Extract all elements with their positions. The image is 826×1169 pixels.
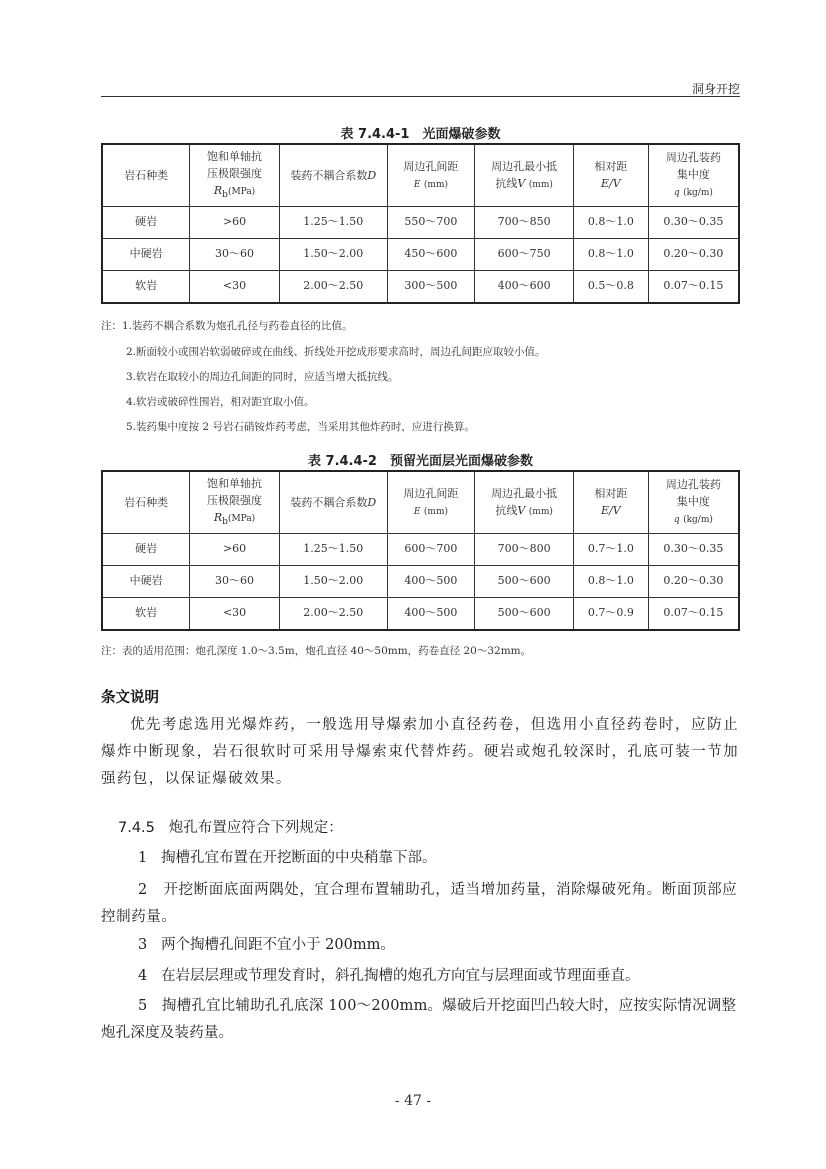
item-text: 在岩层层理或节理发育时，斜孔掏槽的炮孔方向宜与层理面或节理面垂直。 bbox=[161, 968, 640, 984]
unit-mm: (mm) bbox=[423, 179, 448, 190]
item-text: 掏槽孔宜布置在开挖断面的中央稍靠下部。 bbox=[161, 850, 437, 866]
table-row bbox=[102, 206, 739, 238]
header-charge bbox=[648, 471, 739, 533]
table-cell: 300～500 bbox=[387, 270, 475, 303]
table-row bbox=[102, 597, 739, 630]
header-decoupling bbox=[279, 144, 387, 206]
table2-caption: 表 7.4.4-2 预留光面层光面爆破参数 bbox=[308, 454, 533, 469]
header-burden-line1: 周边孔最小抵 bbox=[491, 486, 558, 500]
table-cell: 0.07～0.15 bbox=[648, 270, 739, 303]
header-rule bbox=[101, 96, 740, 97]
table1-note-4: 4.软岩或破碎性围岩，相对距宜取小值。 bbox=[126, 396, 315, 408]
header-strength-line1: 饱和单轴抗 bbox=[207, 476, 263, 490]
item-text: 开挖断面底面两隅处，宜合理布置辅助孔，适当增加药量，消除爆破死角。断面顶部应控制药量。 bbox=[101, 882, 738, 925]
header-decoupling bbox=[279, 471, 387, 533]
table-row bbox=[102, 270, 739, 303]
table-cell: 1.25～1.50 bbox=[279, 206, 387, 238]
item-number: 4 bbox=[138, 968, 148, 984]
header-strength-line1: 饱和单轴抗 bbox=[207, 149, 263, 163]
commentary-paragraph: 优先考虑选用光爆炸药，一般选用导爆索加小直径药卷，但选用小直径药卷时，应防止爆炸中断现象，岩石很软时可采用导爆索束代替炸药。硬岩或炮孔较深时，孔底可装一节加强药包，以保证爆破效果。 bbox=[101, 717, 739, 787]
header-spacing bbox=[387, 471, 475, 533]
header-strength bbox=[190, 471, 280, 533]
table-cell: 600～750 bbox=[475, 238, 574, 270]
header-relative bbox=[573, 471, 648, 533]
unit-kgm: (kg/m) bbox=[683, 188, 713, 199]
table-cell: 1.50～2.00 bbox=[279, 565, 387, 597]
symbol-q: q bbox=[673, 515, 680, 526]
table-cell: 0.8～1.0 bbox=[573, 206, 648, 238]
table-cell: <30 bbox=[190, 597, 280, 630]
clause-heading bbox=[118, 815, 758, 842]
item-number: 2 bbox=[138, 882, 148, 898]
table-cell: 0.07～0.15 bbox=[648, 597, 739, 630]
header-burden-line2: 抗线 bbox=[495, 503, 518, 517]
table-cell: 软岩 bbox=[102, 597, 190, 630]
table-cell: 500～600 bbox=[475, 565, 574, 597]
symbol-r: R bbox=[213, 510, 223, 524]
table-cell: 1.25～1.50 bbox=[279, 533, 387, 565]
table-cell: <30 bbox=[190, 270, 280, 303]
table-cell: 2.00～2.50 bbox=[279, 270, 387, 303]
header-decoupling-label: 装药不耦合系数 bbox=[290, 168, 368, 182]
table1-note-1: 注：1.装药不耦合系数为炮孔孔径与药卷直径的比值。 bbox=[101, 320, 353, 332]
clause-item-5 bbox=[101, 993, 741, 1047]
table2-header-row bbox=[102, 471, 739, 533]
table-cell: 30～60 bbox=[190, 565, 280, 597]
table-cell: 700～800 bbox=[475, 533, 574, 565]
table-cell: 400～500 bbox=[387, 597, 475, 630]
symbol-d: D bbox=[367, 495, 377, 509]
header-charge-line1: 周边孔装药 bbox=[665, 151, 721, 165]
header-rock-type: 岩石种类 bbox=[102, 471, 190, 533]
header-spacing-label: 周边孔间距 bbox=[403, 486, 459, 500]
unit-mm: (mm) bbox=[528, 506, 553, 517]
table1-note-2: 2.断面较小或围岩软弱破碎或在曲线、折线处开挖成形要求高时，周边孔间距应取较小值。 bbox=[126, 346, 546, 358]
table-cell: >60 bbox=[190, 533, 280, 565]
header-relative bbox=[573, 144, 648, 206]
table-cell: 500～600 bbox=[475, 597, 574, 630]
table1-note-5: 5.装药集中度按 2 号岩石硝铵炸药考虑，当采用其他炸药时，应进行换算。 bbox=[126, 421, 475, 433]
table-cell: 0.30～0.35 bbox=[648, 533, 739, 565]
symbol-sub: b bbox=[222, 516, 228, 527]
symbol-q: q bbox=[673, 188, 680, 199]
table-cell: 550～700 bbox=[387, 206, 475, 238]
table-cell: 30～60 bbox=[190, 238, 280, 270]
table-cell: 中硬岩 bbox=[102, 565, 190, 597]
unit-mpa: (MPa) bbox=[227, 186, 256, 197]
table-cell: 1.50～2.00 bbox=[279, 238, 387, 270]
header-rock-type: 岩石种类 bbox=[102, 144, 190, 206]
clause-item-3 bbox=[101, 932, 741, 959]
table-cell: 0.7～0.9 bbox=[573, 597, 648, 630]
table-cell: 0.8～1.0 bbox=[573, 238, 648, 270]
item-number: 3 bbox=[138, 937, 148, 953]
table-cell: 软岩 bbox=[102, 270, 190, 303]
clause-item-1 bbox=[101, 845, 741, 872]
symbol-r: R bbox=[213, 183, 223, 197]
symbol-ev: E/V bbox=[600, 504, 621, 518]
commentary-heading: 条文说明 bbox=[101, 690, 159, 706]
table-cell: 400～500 bbox=[387, 565, 475, 597]
unit-mm: (mm) bbox=[423, 506, 448, 517]
header-burden-line1: 周边孔最小抵 bbox=[491, 159, 558, 173]
table-cell: 0.5～0.8 bbox=[573, 270, 648, 303]
table-cell: 600～700 bbox=[387, 533, 475, 565]
table-cell: 400～600 bbox=[475, 270, 574, 303]
header-relative-label: 相对距 bbox=[594, 160, 628, 174]
symbol-e: E bbox=[413, 506, 421, 517]
header-burden bbox=[475, 144, 574, 206]
item-number: 5 bbox=[138, 998, 148, 1014]
symbol-ev: E/V bbox=[600, 177, 621, 191]
table-cell: 700～850 bbox=[475, 206, 574, 238]
table-cell: 硬岩 bbox=[102, 533, 190, 565]
table-row bbox=[102, 565, 739, 597]
running-header-title: 洞身开挖 bbox=[691, 82, 740, 96]
clause-item-4 bbox=[101, 963, 741, 990]
table-cell: 硬岩 bbox=[102, 206, 190, 238]
header-relative-label: 相对距 bbox=[594, 487, 628, 501]
header-charge-line2: 集中度 bbox=[676, 168, 710, 182]
table1-caption: 表 7.4.4-1 光面爆破参数 bbox=[340, 127, 501, 142]
item-number: 1 bbox=[138, 850, 148, 866]
table2-note: 注：表的适用范围：炮孔深度 1.0～3.5m，炮孔直径 40～50mm，药卷直径 20～32mm。 bbox=[101, 645, 532, 657]
clause-item-2 bbox=[101, 877, 741, 931]
header-spacing bbox=[387, 144, 475, 206]
header-charge-line1: 周边孔装药 bbox=[665, 478, 721, 492]
symbol-v: V bbox=[517, 503, 526, 517]
table-cell: 0.20～0.30 bbox=[648, 565, 739, 597]
header-strength-line2: 压极限强度 bbox=[207, 166, 263, 180]
header-charge bbox=[648, 144, 739, 206]
header-strength bbox=[190, 144, 280, 206]
item-text: 掏槽孔宜比辅助孔孔底深 100～200mm。爆破后开挖面凹凸较大时，应按实际情况调整炮孔深度及装药量。 bbox=[101, 998, 737, 1041]
symbol-d: D bbox=[367, 168, 377, 182]
table-cell: 0.20～0.30 bbox=[648, 238, 739, 270]
symbol-sub: b bbox=[222, 189, 228, 200]
table1 bbox=[101, 143, 740, 304]
item-text: 两个掏槽孔间距不宜小于 200mm。 bbox=[161, 937, 395, 953]
unit-mpa: (MPa) bbox=[227, 513, 256, 524]
table2 bbox=[101, 470, 740, 631]
table-cell: 0.8～1.0 bbox=[573, 565, 648, 597]
header-decoupling-label: 装药不耦合系数 bbox=[290, 495, 368, 509]
table-row bbox=[102, 238, 739, 270]
table-cell: 2.00～2.50 bbox=[279, 597, 387, 630]
header-spacing-label: 周边孔间距 bbox=[403, 159, 459, 173]
table-cell: 中硬岩 bbox=[102, 238, 190, 270]
table-cell: >60 bbox=[190, 206, 280, 238]
table1-header-row bbox=[102, 144, 739, 206]
table1-note-3: 3.软岩在取较小的周边孔间距的同时，应适当增大抵抗线。 bbox=[126, 371, 399, 383]
table-cell: 0.30～0.35 bbox=[648, 206, 739, 238]
symbol-e: E bbox=[413, 179, 421, 190]
table-row bbox=[102, 533, 739, 565]
clause-number: 7.4.5 bbox=[118, 820, 155, 836]
table-cell: 0.7～1.0 bbox=[573, 533, 648, 565]
header-burden-line2: 抗线 bbox=[495, 176, 518, 190]
page-number: - 47 - bbox=[394, 1093, 432, 1109]
table-cell: 450～600 bbox=[387, 238, 475, 270]
unit-kgm: (kg/m) bbox=[683, 515, 713, 526]
header-charge-line2: 集中度 bbox=[676, 495, 710, 509]
clause-title: 炮孔布置应符合下列规定： bbox=[168, 820, 343, 836]
symbol-v: V bbox=[517, 176, 526, 190]
header-burden bbox=[475, 471, 574, 533]
header-strength-line2: 压极限强度 bbox=[207, 493, 263, 507]
unit-mm: (mm) bbox=[528, 179, 553, 190]
